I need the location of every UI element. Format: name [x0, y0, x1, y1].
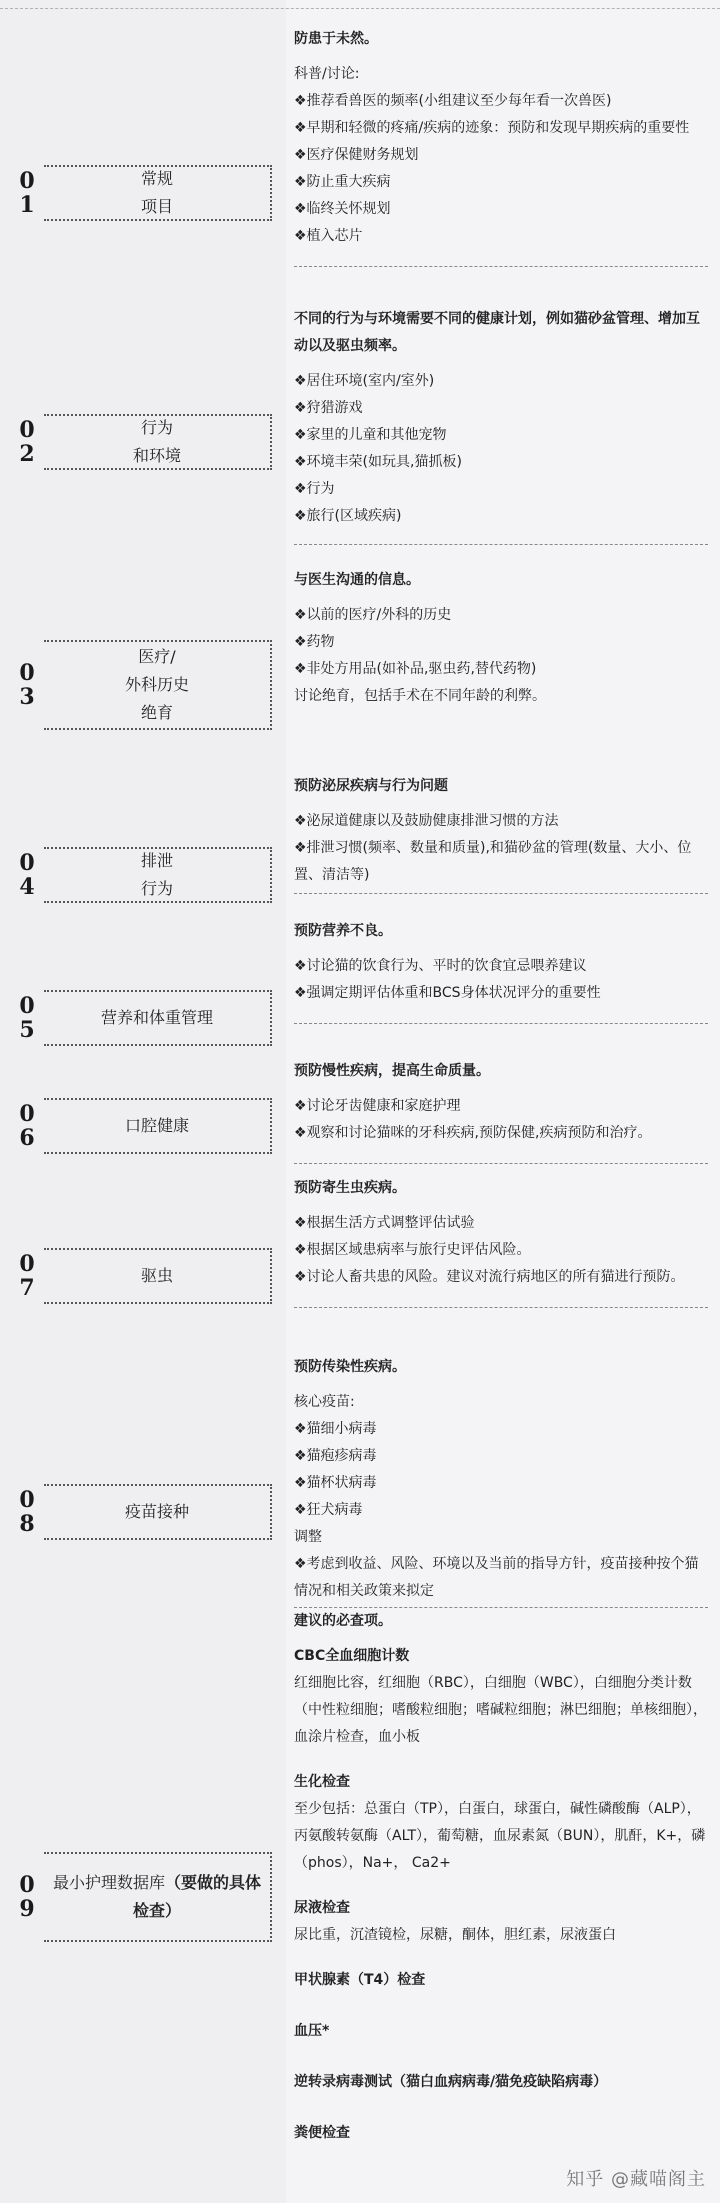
list-item: ❖医疗保健财务规划 [294, 147, 419, 163]
row-title: 驱虫 [44, 1248, 272, 1304]
section-1 [294, 26, 708, 267]
list-item: ❖排泄习惯(频率、数量和质量),和猫砂盆的管理(数量、大小、位置、清洁等) [294, 840, 692, 883]
section-divider [294, 1023, 708, 1024]
list-item: ❖观察和讨论猫咪的牙科疾病,预防保健,疾病预防和治疗。 [294, 1125, 652, 1141]
row-number: 0 1 [19, 168, 35, 218]
row-title: 最小护理数据库（要做的具体检查） [44, 1852, 272, 1942]
section-heading: 预防传染性疾病。 [294, 1359, 406, 1375]
list-item: ❖推荐看兽医的频率(小组建议至少每年看一次兽医) [294, 93, 612, 109]
list-item: ❖讨论猫的饮食行为、平时的饮食宜忌喂养建议 [294, 958, 587, 974]
section-9 [294, 1608, 708, 2147]
subheading: 逆转录病毒测试（猫白血病病毒/猫免疫缺陷病毒） [294, 2074, 608, 2090]
row-9-label [10, 1852, 272, 1942]
row-title: 常规 项目 [44, 165, 272, 221]
row-5-label [10, 990, 272, 1046]
row-number: 0 5 [19, 993, 35, 1043]
list-item: ❖强调定期评估体重和BCS身体状况评分的重要性 [294, 985, 601, 1001]
subheading: CBC全血细胞计数 [294, 1648, 410, 1664]
subheading: 粪便检查 [294, 2125, 350, 2141]
list-item: ❖根据生活方式调整评估试验 [294, 1215, 475, 1231]
list-item: ❖讨论人畜共患的风险。建议对流行病地区的所有猫进行预防。 [294, 1269, 685, 1285]
row-title: 疫苗接种 [44, 1484, 272, 1540]
section-7 [294, 1175, 708, 1308]
list-item: 科普/讨论: [294, 66, 360, 82]
row-2-label [10, 414, 272, 470]
list-item: ❖非处方用品(如补品,驱虫药,替代药物) [294, 661, 537, 677]
list-item: ❖旅行(区域疾病) [294, 508, 402, 524]
subheading: 血压* [294, 2023, 330, 2039]
row-number: 0 3 [19, 660, 35, 710]
list-item: ❖以前的医疗/外科的历史 [294, 607, 452, 623]
row-title: 口腔健康 [44, 1098, 272, 1154]
row-title: 医疗/ 外科历史 绝育 [44, 640, 272, 730]
list-item: ❖泌尿道健康以及鼓励健康排泄习惯的方法 [294, 813, 559, 829]
section-8 [294, 1354, 708, 1608]
row-3-label [10, 640, 272, 730]
section-divider [294, 266, 708, 267]
section-heading: 预防寄生虫疾病。 [294, 1180, 406, 1196]
list-item: ❖家里的儿童和其他宠物 [294, 427, 447, 443]
list-item: ❖考虑到收益、风险、环境以及当前的指导方针，疫苗接种按个猫情况和相关政策来拟定 [294, 1556, 699, 1599]
row-number: 0 6 [19, 1101, 35, 1151]
list-item: 核心疫苗: [294, 1394, 355, 1410]
section-heading: 与医生沟通的信息。 [294, 572, 420, 588]
row-7-label [10, 1248, 272, 1304]
list-item: ❖早期和轻微的疼痛/疾病的迹象：预防和发现早期疾病的重要性 [294, 120, 690, 136]
row-1-label [10, 165, 272, 221]
list-item: ❖讨论牙齿健康和家庭护理 [294, 1098, 461, 1114]
section-6 [294, 1058, 708, 1164]
watermark: 知乎 @藏喵阁主 [566, 2169, 706, 2190]
section-heading: 预防慢性疾病，提高生命质量。 [294, 1063, 490, 1079]
subheading: 生化检查 [294, 1774, 350, 1790]
list-item: ❖临终关怀规划 [294, 201, 391, 217]
row-8-label [10, 1484, 272, 1540]
list-item: ❖居住环境(室内/室外) [294, 373, 435, 389]
section-heading: 预防泌尿疾病与行为问题 [294, 778, 448, 794]
row-title: 营养和体重管理 [44, 990, 272, 1046]
list-item: ❖猫杯状病毒 [294, 1475, 377, 1491]
list-item: ❖根据区域患病率与旅行史评估风险。 [294, 1242, 531, 1258]
list-item: ❖植入芯片 [294, 228, 363, 244]
row-6-label [10, 1098, 272, 1154]
list-item: ❖狂犬病毒 [294, 1502, 363, 1518]
row-4-label [10, 847, 272, 903]
list-item: ❖猫细小病毒 [294, 1421, 377, 1437]
section-5 [294, 918, 708, 1024]
paragraph: 尿比重，沉渣镜检，尿糖，酮体，胆红素，尿液蛋白 [294, 1927, 616, 1943]
paragraph: 至少包括：总蛋白（TP），白蛋白，球蛋白，碱性磷酸酶（ALP），丙氨酸转氨酶（ALT），葡萄糖，血尿素氮（BUN），肌酐，K+，磷（phos），Na+， Ca2+ [294, 1801, 706, 1871]
list-item: ❖防止重大疾病 [294, 174, 391, 190]
row-title: 排泄 行为 [44, 847, 272, 903]
row-title: 行为 和环境 [44, 414, 272, 470]
row-number: 0 8 [19, 1487, 35, 1537]
subheading: 甲状腺素（T4）检查 [294, 1972, 426, 1988]
section-divider [294, 544, 708, 545]
list-item: ❖狩猎游戏 [294, 400, 363, 416]
section-4 [294, 773, 708, 894]
row-number: 0 4 [19, 850, 35, 900]
section-divider [294, 1163, 708, 1164]
section-2 [294, 306, 708, 545]
top-divider [0, 8, 720, 9]
section-divider [294, 1307, 708, 1308]
section-heading: 建议的必查项。 [294, 1613, 392, 1629]
list-item: ❖猫疱疹病毒 [294, 1448, 377, 1464]
row-number: 0 7 [19, 1251, 35, 1301]
list-item: 讨论绝育，包括手术在不同年龄的利弊。 [294, 688, 546, 704]
section-3 [294, 567, 708, 710]
subheading: 尿液检查 [294, 1900, 350, 1916]
section-heading: 防患于未然。 [294, 31, 378, 47]
section-heading: 不同的行为与环境需要不同的健康计划，例如猫砂盆管理、增加互动以及驱虫频率。 [294, 311, 700, 354]
row-number: 0 2 [19, 417, 35, 467]
list-item: ❖药物 [294, 634, 335, 650]
paragraph: 红细胞比容，红细胞（RBC），白细胞（WBC），白细胞分类计数（中性粒细胞；嗜酸粒细胞；嗜碱粒细胞；淋巴细胞；单核细胞），血涂片检查，血小板 [294, 1675, 707, 1745]
section-divider [294, 893, 708, 894]
row-number: 0 9 [19, 1872, 35, 1922]
section-heading: 预防营养不良。 [294, 923, 392, 939]
list-item: ❖行为 [294, 481, 335, 497]
list-item: 调整 [294, 1529, 322, 1545]
list-item: ❖环境丰荣(如玩具,猫抓板) [294, 454, 462, 470]
